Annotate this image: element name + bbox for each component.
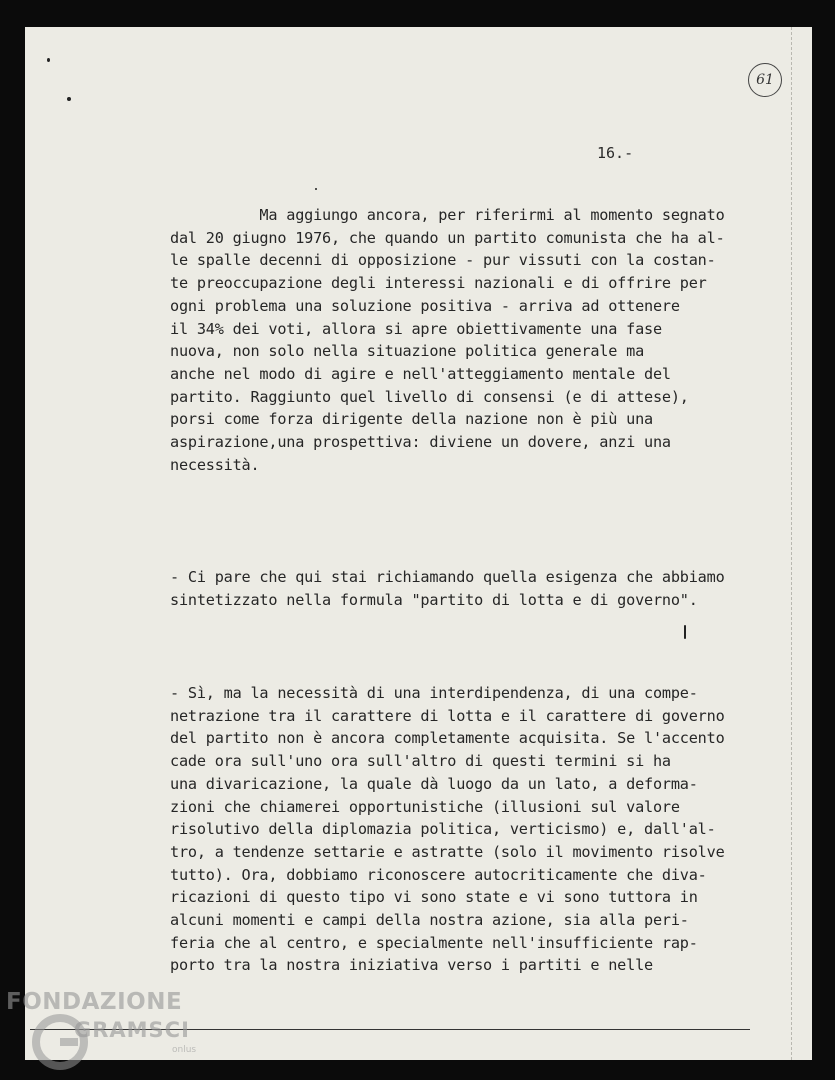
watermark-suffix: onlus xyxy=(172,1045,197,1055)
text-line: una divaricazione, la quale dà luogo da un lato, a deforma- xyxy=(170,774,698,793)
document-page xyxy=(25,27,812,1060)
watermark xyxy=(0,985,230,1080)
ink-speck xyxy=(47,58,50,62)
text-line: aspirazione,una prospettiva: diviene un dovere, anzi una xyxy=(170,433,671,452)
watermark-subtitle: GRAMSCI xyxy=(74,1018,190,1042)
text-line: feria che al centro, e specialmente nell'insufficiente rap- xyxy=(170,933,698,952)
text-line: del partito non è ancora completamente acquisita. Se l'accento xyxy=(170,729,725,748)
watermark-title: FONDAZIONE xyxy=(6,989,183,1015)
text-line: porsi come forza dirigente della nazione non è più una xyxy=(170,410,653,429)
text-line: necessità. xyxy=(170,455,260,474)
page-number: 16.- xyxy=(597,144,634,162)
archive-stamp: 61 xyxy=(748,63,782,97)
text-line: le spalle decenni di opposizione - pur vissuti con la costan- xyxy=(170,251,716,270)
text-line: ogni problema una soluzione positiva - arriva ad ottenere xyxy=(170,296,680,315)
page-fold-line xyxy=(791,27,792,1060)
text-line: partito. Raggiunto quel livello di consensi (e di attese), xyxy=(170,387,689,406)
text-line: nuova, non solo nella situazione politica generale ma xyxy=(170,342,645,361)
text-line: tutto). Ora, dobbiamo riconoscere autocriticamente che diva- xyxy=(170,865,707,884)
text-line: te preoccupazione degli interessi nazionali e di offrire per xyxy=(170,274,707,293)
text-line: alcuni momenti e campi della nostra azione, sia alla peri- xyxy=(170,911,689,930)
text-line: ricazioni di questo tipo vi sono state e vi sono tuttora in xyxy=(170,888,698,907)
text-line: anche nel modo di agire e nell'atteggiamento mentale del xyxy=(170,364,671,383)
text-line: risolutivo della diplomazia politica, verticismo) e, dall'al- xyxy=(170,820,716,839)
paragraph-answer xyxy=(170,682,725,977)
text-line: - Ci pare che qui stai richiamando quella esigenza che abbiamo xyxy=(170,568,725,586)
text-line: tro, a tendenze settarie e astratte (solo il movimento risolve xyxy=(170,842,725,861)
ink-speck xyxy=(684,625,686,639)
text-line: cade ora sull'uno ora sull'altro di questi termini si ha xyxy=(170,752,671,771)
text-line: netrazione tra il carattere di lotta e il carattere di governo xyxy=(170,706,725,725)
ink-speck xyxy=(67,97,71,101)
text-line: il 34% dei voti, allora si apre obiettivamente una fase xyxy=(170,319,662,338)
text-line: porto tra la nostra iniziativa verso i partiti e nelle xyxy=(170,956,653,975)
text-line: dal 20 giugno 1976, che quando un partito comunista che ha al- xyxy=(170,228,725,247)
ink-speck xyxy=(315,188,317,190)
text-line: - Sì, ma la necessità di una interdipendenza, di una compe- xyxy=(170,684,698,702)
text-line: zioni che chiamerei opportunistiche (illusioni sul valore xyxy=(170,797,680,816)
paragraph-intro xyxy=(170,204,725,476)
text-line: sintetizzato nella formula "partito di lotta e di governo". xyxy=(170,590,698,609)
text-line: Ma aggiungo ancora, per riferirmi al momento segnato xyxy=(170,206,725,224)
paragraph-question xyxy=(170,566,725,611)
